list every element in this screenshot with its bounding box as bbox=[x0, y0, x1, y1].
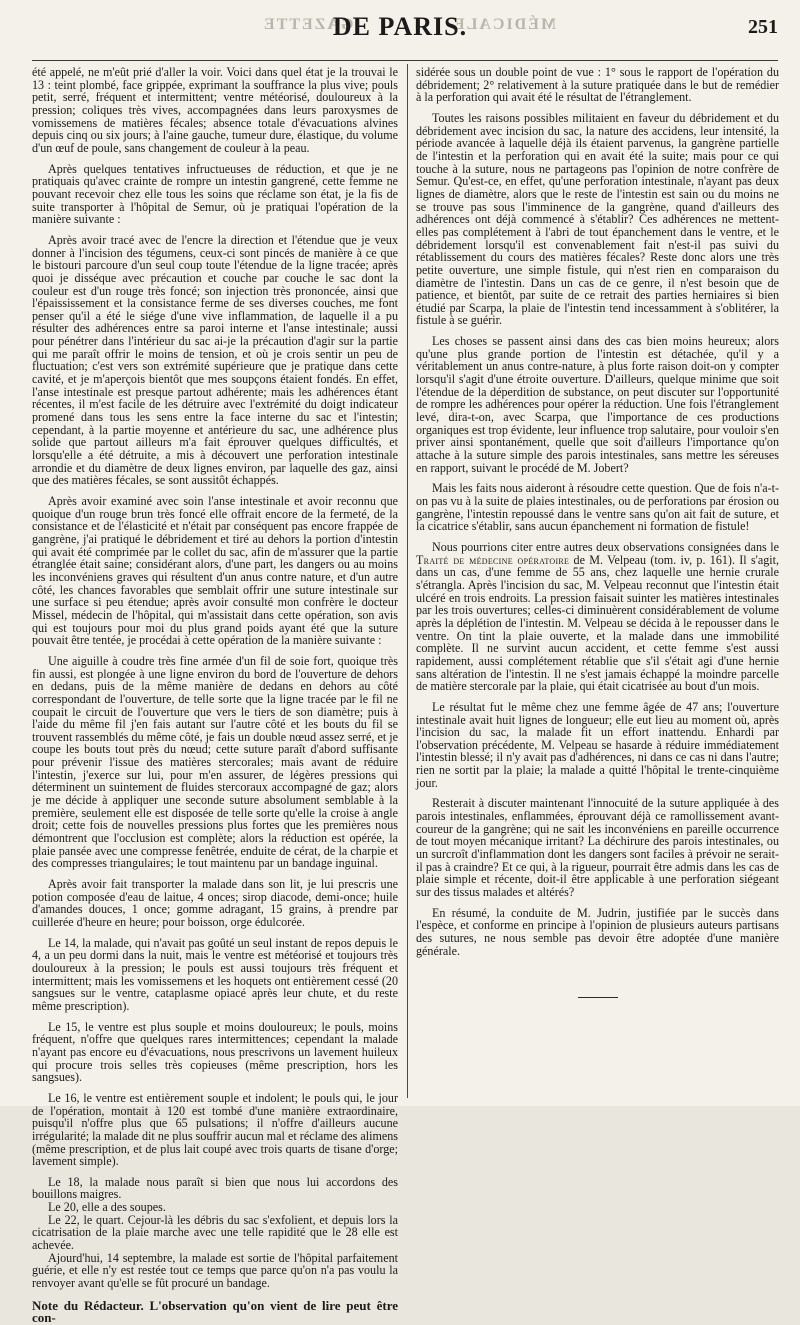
column-separator bbox=[407, 64, 408, 1098]
right-column bbox=[416, 66, 779, 998]
paragraph: Le 14, la malade, qui n'avait pas goûté un seul instant de repos depuis le 4, a un peu dormi dans la nuit, mais le ventre est météorisé et toujours très douloureux à la pression; le pouls est aussi toujours très fréquent et intermittent; mais les vomissemens et les hoquets ont entièrement cessé (20 sangsues sur le ventre, cataplasme opiacé après leur chute, et du reste même prescription). bbox=[32, 935, 398, 1013]
paragraph: Après avoir tracé avec de l'encre la direction et l'étendue que je veux donner à l'incision des tégumens, ceux-ci sont pincés de manière à ce que le bistouri parcoure d'un seul coup toute l'étendue de la ligne tracée; après quoi je disséque avec précaution et couche par couche le sac dont la couleur est d'un rouge très foncé; son injection très prononcée, ainsi que l'épaississement et la consistance ferme de ses diverses couches, me font penser qu'il a été le siége d'une vive inflammation, de laquelle il a pu résulter des adhérences entre sa paroi interne et l'anse intestinale; aussi pour pénétrer dans l'intérieur du sac ai-je la précaution d'agir sur la partie qui me paraît offrir le moins de tension, et où je crois sentir un peu de fluctuation; c'est vers son extrémité supérieure que je pratique dans cette cavité, et je m'aperçois bientôt que mes soupçons étaient fondés. En effet, l'anse intestinale est presque partout adhérente; mais les adhérences étant récentes, il m'est facile de les détruire avec l'extrémité du doigt indicateur promené dans tous les sens entre la face interne du sac et l'intestin; cependant, à la partie moyenne et antérieure du sac, une adhérence plus solide que partout ailleurs m'a fait éprouver quelques difficultés, et lorsqu'elle a été détruite, a mis à découvert une perforation intestinale arrondie et du diamètre de deux lignes environ, par laquelle des gaz, ainsi que des matières fécales, se sont aussitôt échappés. bbox=[32, 232, 398, 488]
page-number: 251 bbox=[748, 16, 778, 38]
paragraph: Après avoir examiné avec soin l'anse intestinale et avoir reconnu que quoique d'un rouge brun très foncé elle offrait encore de la fermeté, de la consistance et de l'élasticité et n'était par conséquent pas encore frappée de gangrène, j'ai pratiqué le débridement et tiré au dehors la portion d'intestin qui avait été comprimée par le collet du sac, afin de m'assurer que la partie étranglée était saine; considérant alors, d'une part, les dangers ou au moins les inconvéniens graves qui résultent d'un anus contre nature, et d'un autre côté, les chances favorables que semblait offrir une suture intestinale sur une surface si peu étendue; après avoir consulté mon confrère le docteur Missel, médecin de l'hôpital, qui m'assistait dans cette opération, son avis qui est toujours pour moi du plus grand poids ayant été que la suture pouvait être tentée, je procédai à cette opération de la manière suivante : bbox=[32, 494, 398, 648]
paragraph: Toutes les raisons possibles militaient en faveur du débridement et du débridement avec incision du sac, la nature des accidens, leur intensité, la période avancée à laquelle déjà ils étaient parvenus, la gangrène partielle de l'intestin et la perforation qui en avait été la suite; mais pour ce qui touche à la suture, nous ne partageons pas l'opinion de notre confrère de Semur. Qu'est-ce, en effet, qu'une perforation intestinale, n'ayant pas deux lignes de diamètre, alors que le reste de l'intestin est sain ou du moins ne se trouve pas sous l'imminence de la gangrène, quand d'ailleurs des adhérences ont déjà commencé à s'établir? Ces adhérences ne mettent-elles pas complétement à l'abri de tout épanchement dans le ventre, et le débridement lorsqu'il est convenablement fait n'est-il pas suivi du rétablissement du cours des matières fécales? Reste donc alors une très petite ouverture, une simple fistule, qui n'est rien en comparaison du diamètre de l'intestin. Dans un cas de ce genre, il n'est besoin que de patience, et bientôt, par suite de ce retrait des parties herniaires si bien étudié par Scarpa, la plaie de l'intestin tend incessamment à s'oblitérer, la fistule à se guérir. bbox=[416, 110, 779, 328]
paragraph: Mais les faits nous aideront à résoudre cette question. Que de fois n'a-t-on pas vu à la suite de plaies intestinales, ou de perforations par érosion ou gangrène, l'intestin repoussé dans le ventre sans qu'on ait fait de suture, et la cicatrice s'établir, sans aucun épanchement ni formation de fistule! bbox=[416, 481, 779, 534]
book-title: Traité de médecine opératoire bbox=[416, 552, 570, 567]
paragraph: Le résultat fut le même chez une femme âgée de 47 ans; l'ouverture intestinale avait huit lignes de longueur; elle eut lieu au moment où, après l'incision du sac, la malade fit un effort inattendu. Enhardi par l'observation précédente, M. Velpeau se hasarde à réduire immédiatement l'intestin blessé; il n'y avait pas d'adhérences, ni dans ce cas ni dans l'autre; rien ne sortit par la plaie; la malade a quitté l'hôpital le trente-cinquième jour. bbox=[416, 699, 779, 790]
paragraph: Resterait à discuter maintenant l'innocuité de la suture appliquée à des parois intestinales, enflammées, éprouvant déjà ce ramollissement avant-coureur de la gangrène; qui ne sait les inconvéniens en pareille occurrence de tout moyen mécanique irritant? La déchirure des parois intestinales, ou un surcroît d'inflammation dont les dangers sont faciles à prévoir ne serait-il pas à craindre? Et ce qui, à la rigueur, pourrait être admis dans les cas de plaie simple et récente, doit-il être applicable à une perforation siégeant sur des tissus malades et altérés? bbox=[416, 796, 779, 900]
paragraph: Les choses se passent ainsi dans des cas bien moins heureux; alors qu'une plus grande portion de l'intestin est détachée, qu'il y a véritablement un anus contre-nature, à plus forte raison doit-on y compter lorsqu'il s'agit d'une étroite ouverture. D'ailleurs, quelque minime que soit l'étendue de la déperdition de substance, on peut discuter sur l'opportunité de rompre les adhérences pour opérer la réduction. Une fois l'étranglement levé, dira-t-on, avec Scarpa, que l'importance de ces productions organiques est trop évidente, leur influence trop salutaire, pour vouloir s'en priver ainsi spontanément, quelle que soit d'ailleurs l'importance qu'on attache à la suture simple des parois intestinales, sans mettre les séreuses en rapport, suivant le procédé de M. Jobert? bbox=[416, 334, 779, 475]
header-rule bbox=[32, 60, 778, 61]
paragraph: Le 15, le ventre est plus souple et moins douloureux; le pouls, moins fréquent, n'offre que quelques rares intermittences; cependant la malade n'ayant pas encore eu d'évacuations, nous prescrivons un lavement huileux qui procure trois selles très copieuses (même prescription, hors les sangsues). bbox=[32, 1019, 398, 1085]
paragraph: sidérée sous un double point de vue : 1° sous le rapport de l'opération du débridement; 2° relativement à la suture pratiquée dans le but de remédier à la perforation qui avait été le résultat de l'étranglement. bbox=[416, 65, 779, 105]
left-column bbox=[32, 66, 398, 1325]
paragraph: En résumé, la conduite de M. Judrin, justifiée par le succès dans l'espèce, et conforme en principe à l'opinion de plusieurs auteurs partisans des sutures, ne nous semble pas devoir être adoptée d'une manière générale. bbox=[416, 905, 779, 958]
paragraph: Ajourd'hui, 14 septembre, la malade est sortie de l'hôpital parfaitement guérie, et elle n'y est restée tout ce temps que parce qu'on n'a pas voulu la renvoyer avant qu'elle se fût procuré un bandage. bbox=[32, 1250, 398, 1291]
paragraph: Le 20, elle a des soupes. bbox=[48, 1200, 166, 1215]
paragraph-text: de M. Velpeau (tom. iv, p. 161). Il s'agit, dans un cas, d'une femme de 55 ans, chez laquelle une hernie crurale s'étrangla. Après l'incision du sac, M. Velpeau reconnut que l'intestin était ulcéré en trois endroits. La pression faisait suinter les matières intestinales par les trois ouvertures; celles-ci diminuèrent considérablement de volume après la déplétion de l'intestin. M. Velpeau se décida à le repousser dans le ventre. On tint la plaie ouverte, et la malade dans une immobilité complète. Il ne survint aucun accident, et cette femme s'est aussi rapidement, aussi complétement rétablie que s'il s'était agi d'une hernie sans altération de l'intestin. Il ne s'est jamais échappé la moindre parcelle de matière stercorale par la plaie, qui était cicatrisée au bout d'un mois. bbox=[416, 552, 779, 694]
paragraph: été appelé, ne m'eût prié d'aller la voir. Voici dans quel état je la trouvai le 13 : teint plombé, face grippée, exprimant la souffrance la plus vive; pouls petit, serré, fréquent et intermittent; ventre météorisé, douloureux à la pression; coliques très vives, accompagnées dans leurs paroxysmes de vomissemens de matières fécales; absence totale d'évacuations alvines depuis cinq ou six jours; à l'aine gauche, tumeur dure, élastique, du volume d'un œuf de poule, sans changement de couleur à la peau. bbox=[32, 65, 398, 155]
paragraph: Le 18, la malade nous paraît si bien que nous lui accordons des bouillons maigres. bbox=[32, 1174, 398, 1202]
paragraph: Le 22, le quart. Cejour-là les débris du sac s'exfolient, et depuis lors la cicatrisation de la plaie marche avec une telle rapidité que le 28 elle est achevée. bbox=[32, 1212, 398, 1253]
running-title: DE PARIS. bbox=[332, 12, 468, 41]
editor-note: Note du Rédacteur. L'observation qu'on vient de lire peut être con- bbox=[32, 1297, 398, 1325]
page-header bbox=[0, 10, 800, 54]
bleed-through-text: GAZETTE bbox=[262, 16, 354, 33]
end-rule bbox=[578, 997, 618, 998]
paragraph: Après quelques tentatives infructueuses de réduction, et que je ne pratiquais qu'avec crainte de rompre un intestin gangrené, cette femme ne pouvant recevoir chez elle tous les soins que réclame son état, je la fis de suite transporter à l'hôpital de Semur, où je pratiquai l'opération de la manière suivante : bbox=[32, 161, 398, 227]
bleed-through-text: MÉDICALE bbox=[452, 16, 557, 33]
paragraph: Le 16, le ventre est entièrement souple et indolent; le pouls qui, le jour de l'opération, montait à 120 est tombé d'une manière extraordinaire, puisqu'il n'offre plus que 65 pulsations; il n'offre d'ailleurs aucune irrégularité; la malade dit ne plus souffrir aucun mal et réclame des alimens (même prescription, et de plus lait coupé avec trois quarts de tisane d'orge; lavement simple). bbox=[32, 1090, 398, 1169]
paragraph bbox=[416, 541, 779, 693]
paragraph: Après avoir fait transporter la malade dans son lit, je lui prescris une potion composée d'eau de laitue, 4 onces; sirop diacode, demi-once; huile d'amandes douces, 1 once; gomme adragant, 15 grains, à prendre par cuillerée d'heure en heure; pour boisson, orge édulcorée. bbox=[32, 877, 398, 929]
paragraph-text: Nous pourrions citer entre autres deux observations consignées dans le bbox=[432, 539, 779, 554]
paragraph: Une aiguille à coudre très fine armée d'un fil de soie fort, quoique très fin aussi, est plongée à une ligne environ du bord de l'ouverture de dehors en dedans, puis de la même manière de dedans en dehors au côté correspondant de l'ouverture, de telle sorte que la ligne tracée par le fil ne coupait le circuit de l'ouverture que vers le tiers de son diamètre; puis à l'aide du même fil j'en fais autant sur l'autre côté et les bouts du fil se trouvent rassemblés du même côté, je fais un double nœud assez serré, et je coupe les bouts tout près du nœud; cette suture paraît d'abord suffisante pour prévenir l'issue des matières stercorales; mais avant de réduire l'intestin, j'exerce sur lui, pour m'en assurer, de légères pressions qui déterminent un suintement de fluides stercoraux accompagné de gaz; alors je me décide à appliquer une seconde suture absolument semblable à la première, seulement elle est disposée de telle sorte qu'elle la croise à angle droit; cette fois de nouvelles pressions plus fortes que les premières nous démontrent que l'occlusion est complète; alors la réduction est opérée, la plaie pansée avec une compresse fenêtrée, enduite de cérat, de la charpie et des compresses triangulaires; le tout maintenu par un bandage inguinal. bbox=[32, 653, 398, 871]
